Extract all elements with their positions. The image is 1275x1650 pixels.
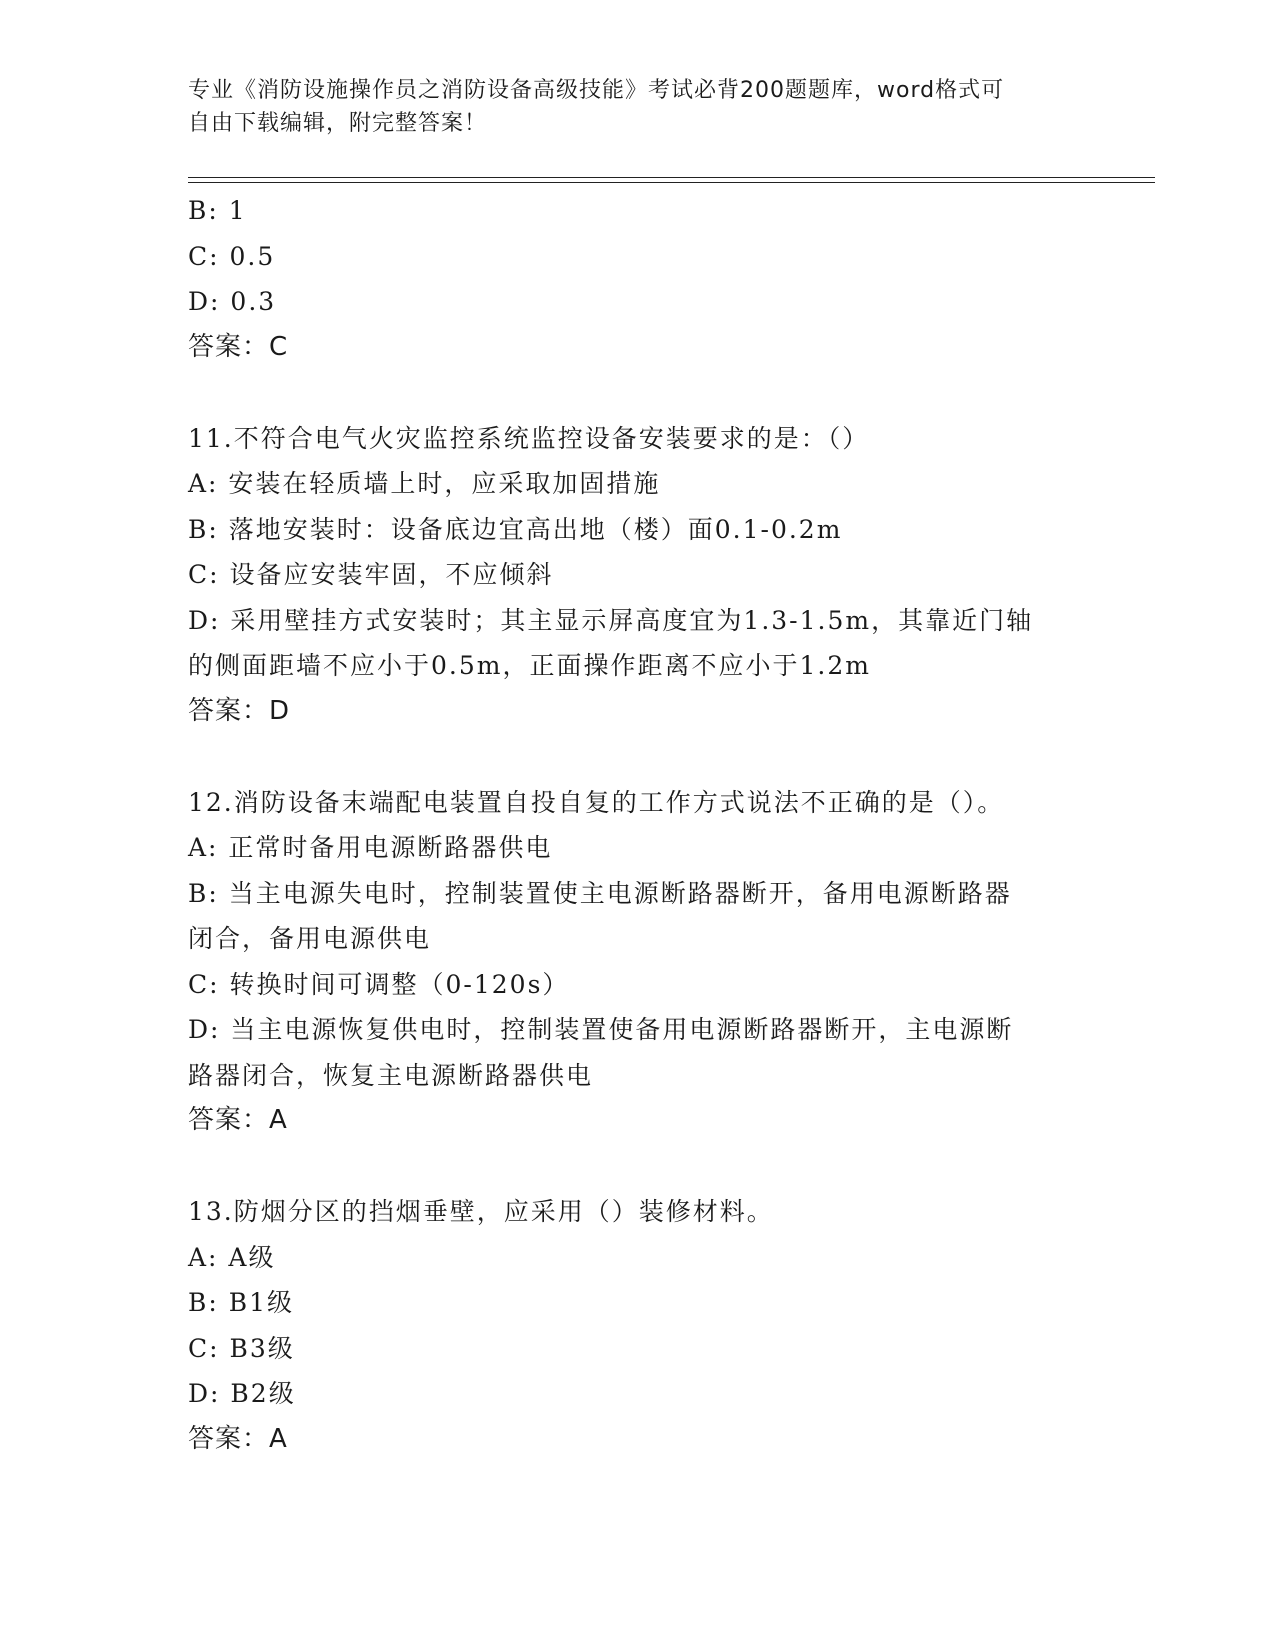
- option-b: B: B1级: [188, 1288, 295, 1317]
- option-b: B: 1: [188, 196, 247, 225]
- option-c: C: 设备应安装牢固，不应倾斜: [188, 560, 554, 589]
- question-spacer: [188, 734, 1088, 780]
- question-stem: 11.不符合电气火灾监控系统监控设备安装要求的是：（）: [188, 423, 870, 453]
- prev-question: [188, 188, 1088, 370]
- header-line-2: 自由下载编辑，附完整答案！: [188, 111, 488, 136]
- option-c: C: 转换时间可调整（0-120s）: [188, 969, 570, 999]
- option-d: D: 当主电源恢复供电时，控制装置使备用电源断路器断开，主电源断: [188, 1015, 1014, 1044]
- option-d-continued: 的侧面距墙不应小于0.5m，正面操作距离不应小于1.2m: [188, 651, 871, 680]
- option-b: B: 落地安装时：设备底边宜高出地（楼）面0.1-0.2m: [188, 514, 843, 544]
- question-content: [188, 188, 1088, 1462]
- option-d-continued: 路器闭合，恢复主电源断路器供电: [188, 1060, 594, 1090]
- answer-line: 答案：A: [188, 1423, 288, 1454]
- answer-line: 答案：D: [188, 695, 291, 726]
- header-line-1: 专业《消防设施操作员之消防设备高级技能》考试必背200题题库，word格式可: [188, 78, 1005, 103]
- option-d: D: 采用壁挂方式安装时；其主显示屏高度宜为1.3-1.5m，其靠近门轴: [188, 605, 1034, 635]
- question-13: [188, 1189, 1088, 1462]
- option-a: A: 正常时备用电源断路器供电: [188, 833, 553, 862]
- header-rule-top: [188, 177, 1155, 178]
- question-spacer: [188, 370, 1088, 416]
- question-stem: 13.防烟分区的挡烟垂壁，应采用（）装修材料。: [188, 1197, 774, 1226]
- question-spacer: [188, 1144, 1088, 1190]
- option-c: C: 0.5: [188, 241, 276, 271]
- header-rule-bottom: [188, 182, 1155, 183]
- answer-line: 答案：C: [188, 331, 289, 362]
- question-stem: 12.消防设备末端配电装置自投自复的工作方式说法不正确的是（）。: [188, 787, 1005, 817]
- option-a: A: A级: [188, 1242, 276, 1272]
- question-12: [188, 780, 1088, 1144]
- document-header: [188, 74, 1088, 140]
- option-c: C: B3级: [188, 1333, 295, 1363]
- option-d: D: B2级: [188, 1379, 296, 1408]
- option-b-continued: 闭合，备用电源供电: [188, 924, 432, 953]
- answer-line: 答案：A: [188, 1105, 288, 1135]
- option-b: B: 当主电源失电时，控制装置使主电源断路器断开，备用电源断路器: [188, 878, 1012, 908]
- question-11: [188, 416, 1088, 735]
- option-d: D: 0.3: [188, 287, 277, 316]
- option-a: A: 安装在轻质墙上时，应采取加固措施: [188, 469, 661, 498]
